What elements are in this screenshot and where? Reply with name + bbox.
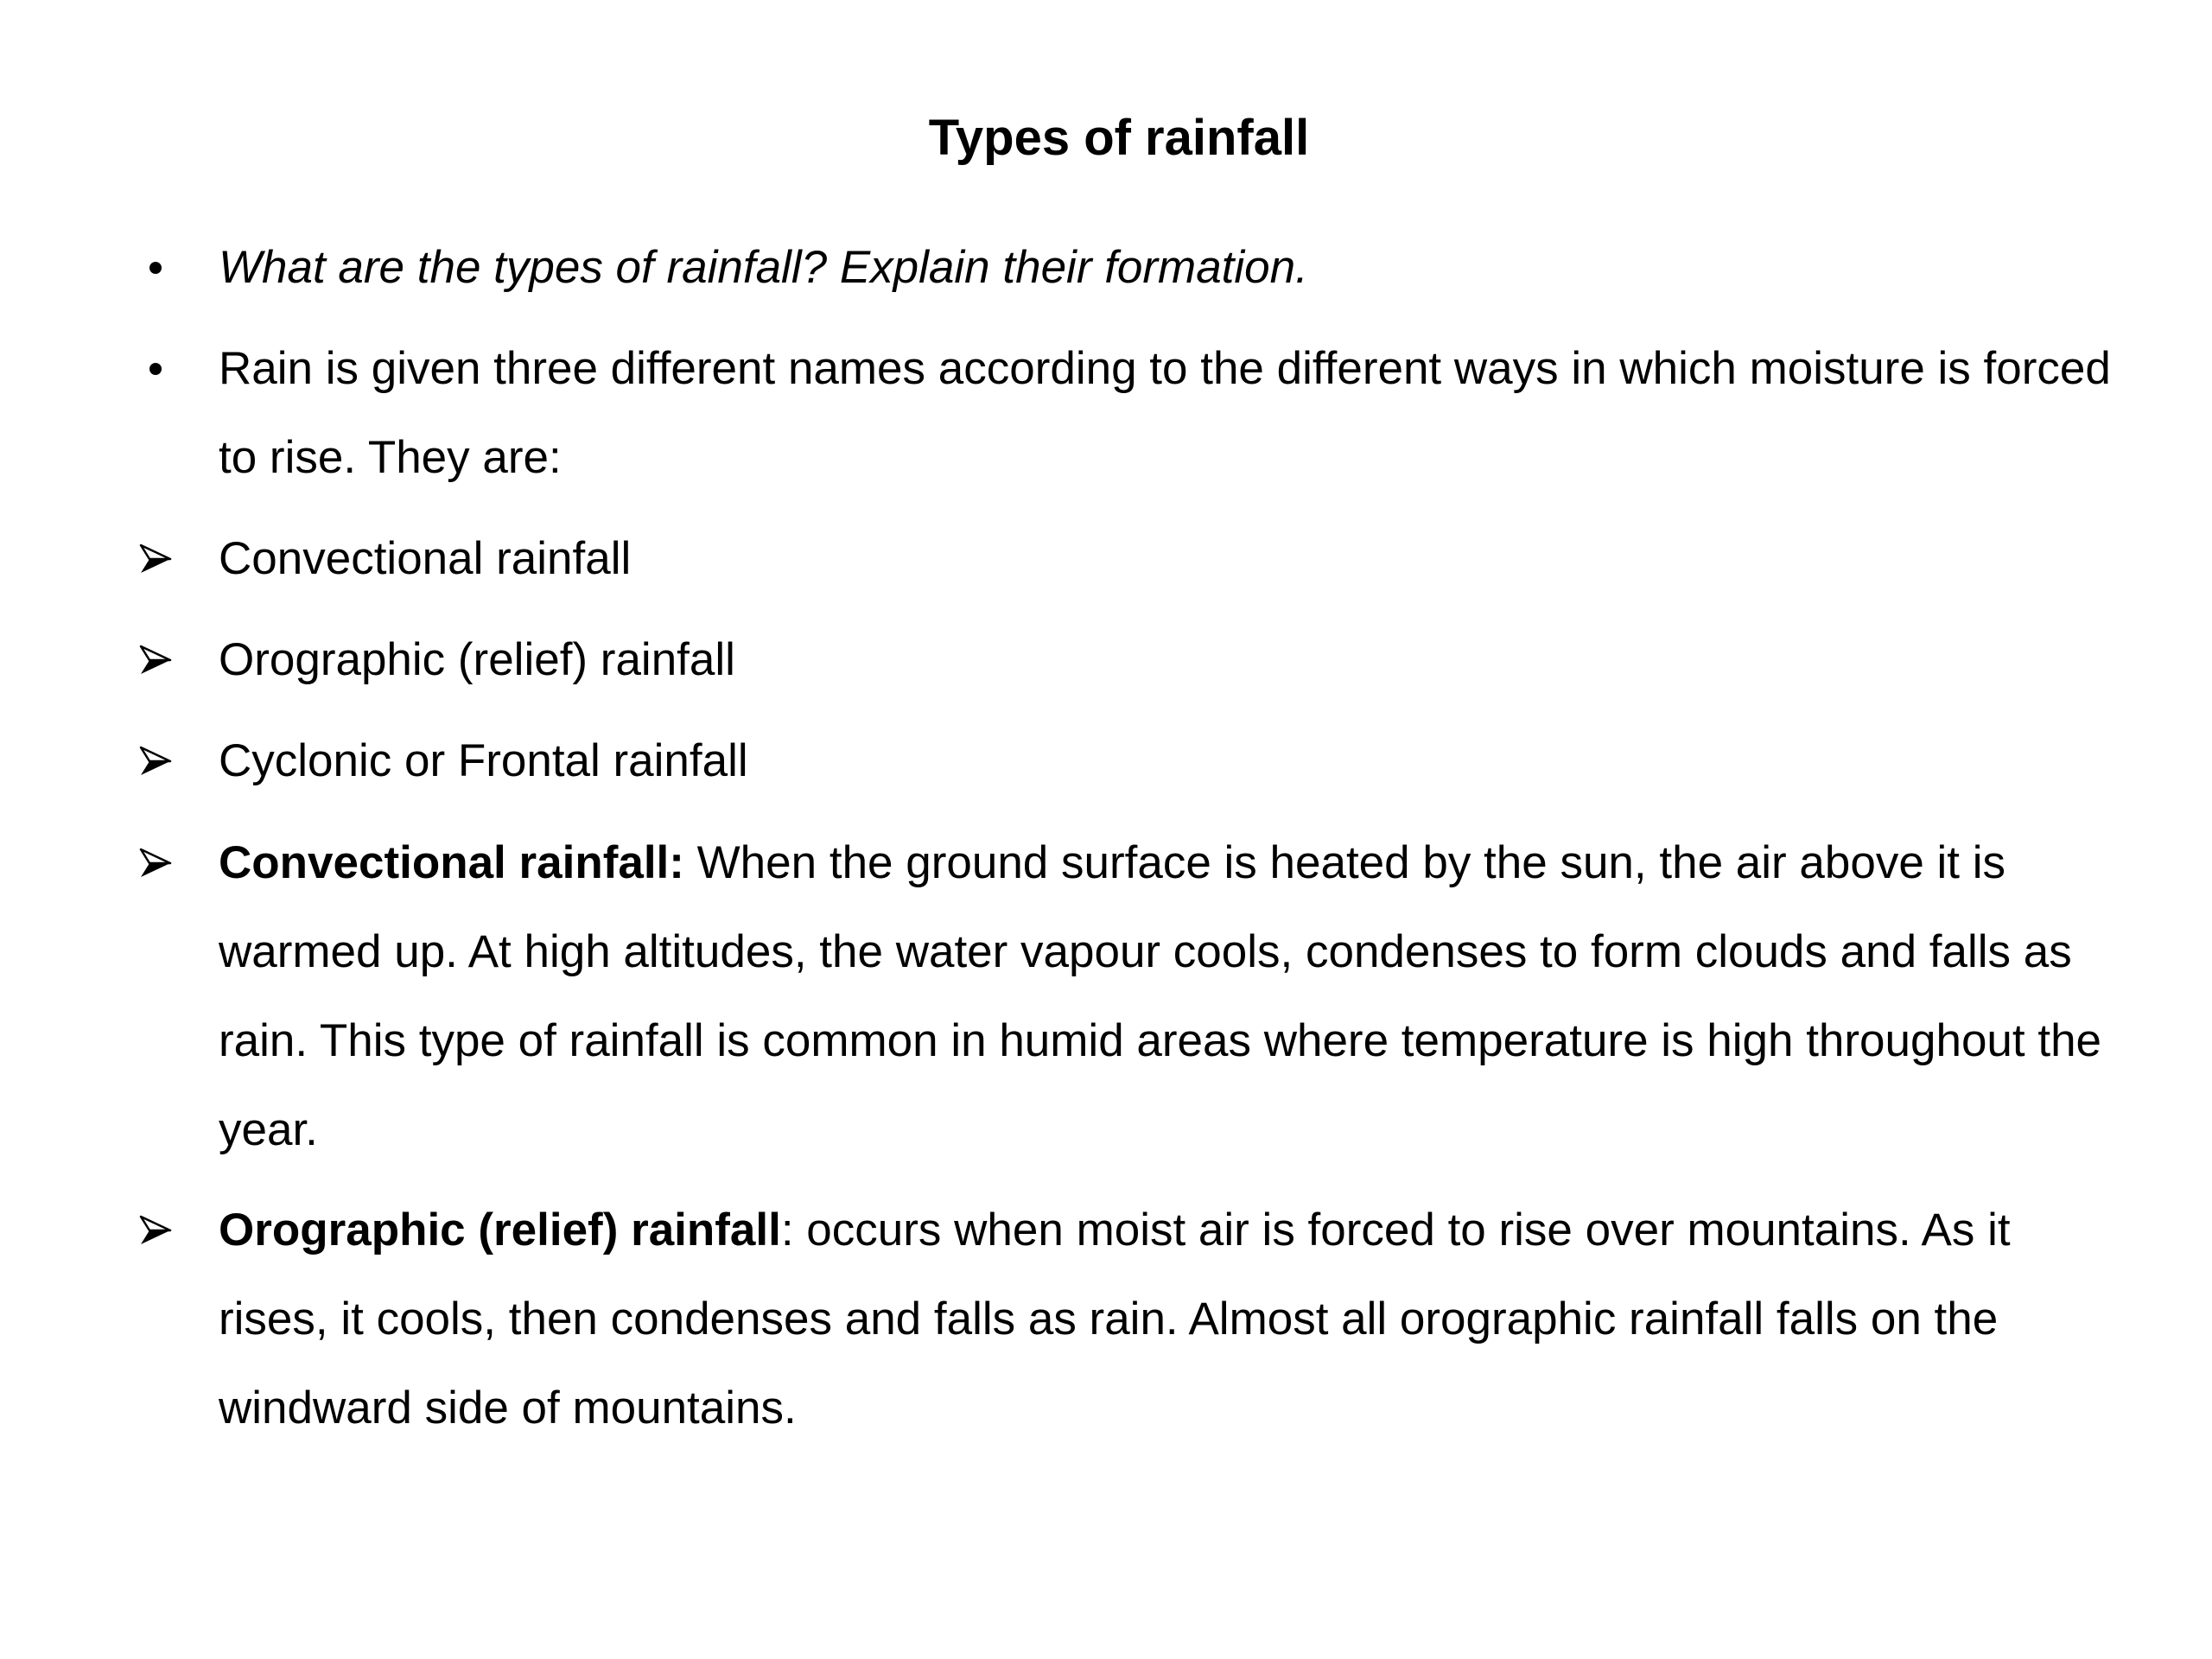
type-label: Convectional rainfall <box>219 533 632 584</box>
arrow-bullet-icon <box>134 1185 177 1274</box>
type-label: Cyclonic or Frontal rainfall <box>219 735 748 786</box>
bullet-dot-icon <box>134 223 177 312</box>
convectional-body: When the ground surface is heated by the sun, the air above it is warmed up. At high altitudes, the water vapour cools, condenses to form clouds and falls as rain. This type of rainfall is common in humid areas where temperature is high throughout the year. <box>219 837 2102 1155</box>
question-text: What are the types of rainfall? Explain their formation. <box>219 242 1308 293</box>
arrow-bullet-icon <box>134 818 177 907</box>
arrow-bullet-icon <box>134 514 177 603</box>
orographic-body: : occurs when moist air is forced to rise over mountains. As it rises, it cools, then condenses and falls as rain. Almost all orographic rainfall falls on the windward side of mountains. <box>219 1205 2011 1433</box>
convectional-paragraph <box>219 818 2111 1174</box>
convectional-term: Convectional rainfall: <box>219 837 684 888</box>
slide-title: Types of rainfall <box>928 110 1310 166</box>
bullet-dot-icon <box>134 324 177 413</box>
orographic-paragraph <box>219 1185 2111 1452</box>
type-label: Orographic (relief) rainfall <box>219 634 735 685</box>
arrow-bullet-icon <box>134 615 177 704</box>
orographic-term: Orographic (relief) rainfall <box>219 1205 781 1255</box>
intro-text: Rain is given three different names according to the different ways in which moisture is forced to rise. They are: <box>219 343 2111 483</box>
arrow-bullet-icon <box>134 716 177 805</box>
